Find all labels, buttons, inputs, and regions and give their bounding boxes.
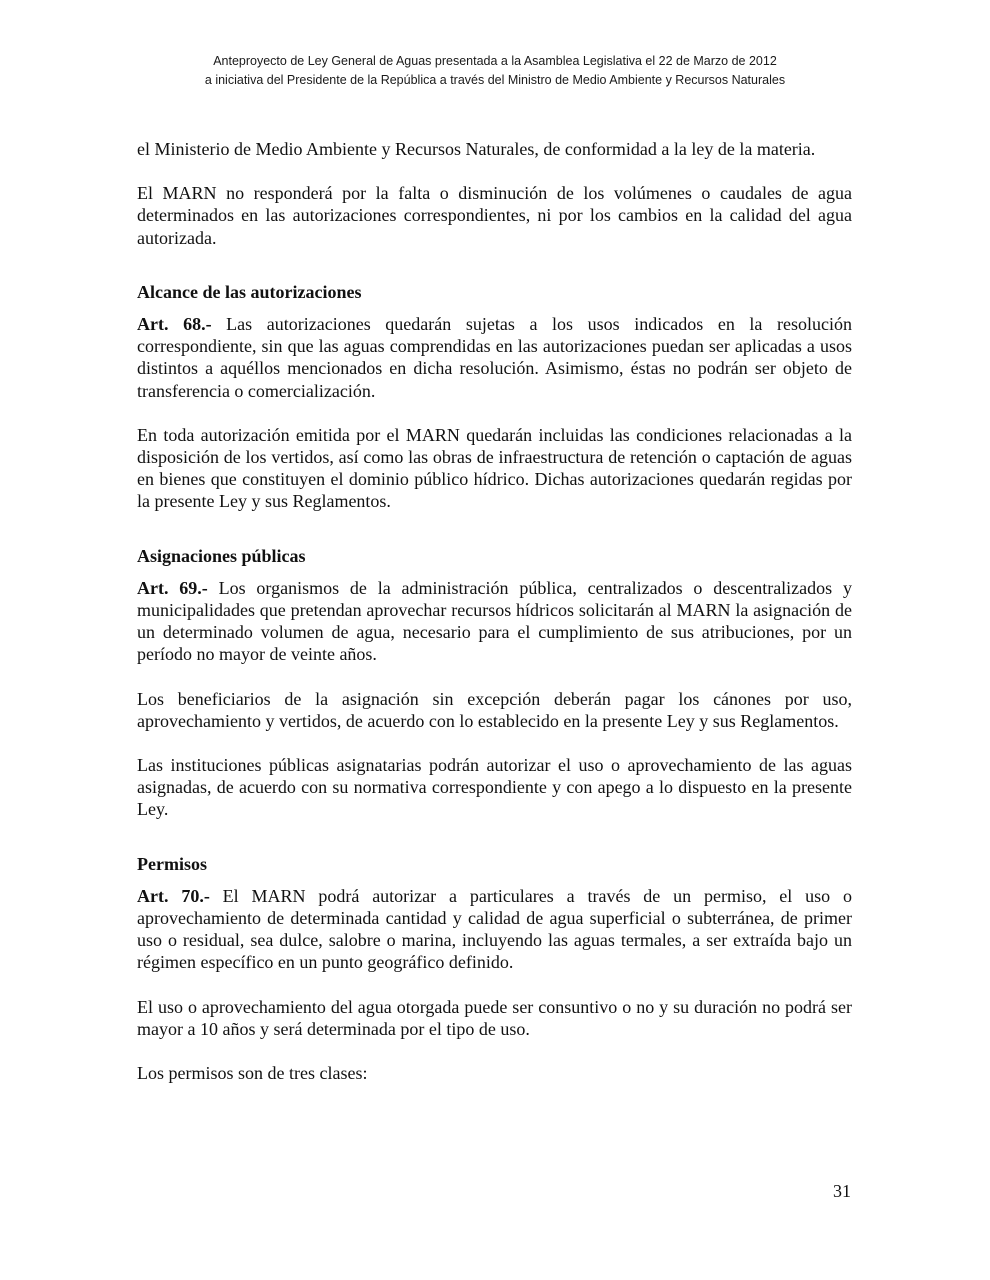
paragraph-intro: el Ministerio de Medio Ambiente y Recursos Naturales, de conformidad a la ley de la materia. <box>137 139 816 159</box>
article-68-paragraph-2: En toda autorización emitida por el MARN quedarán incluidas las condiciones relacionadas a la disposición de los vertidos, así como las obras de infraestructura de retención o captación de aguas en bienes que constituyen el dominio público hídrico. Dichas autorizaciones quedarán regidas por la presente Ley y sus Reglamentos. <box>137 424 852 512</box>
article-70-paragraph-3: Los permisos son de tres clases: <box>137 1063 368 1084</box>
section-heading-permisos: Permisos <box>137 853 207 874</box>
article-70-label: Art. 70.- <box>137 885 210 906</box>
header-line-2: a iniciativa del Presidente de la República a través del Ministro de Medio Ambiente y Recursos Naturales <box>204 73 786 87</box>
article-68-label: Art. 68.- <box>137 314 212 335</box>
article-70-paragraph-2: El uso o aprovechamiento del agua otorgada puede ser consuntivo o no y su duración no podrá ser mayor a 10 años y será determinada por el tipo de uso. <box>137 996 852 1039</box>
page-header <box>0 52 990 90</box>
section-heading-alcance: Alcance de las autorizaciones <box>137 281 362 302</box>
page-number: 31 <box>833 1181 851 1201</box>
article-68 <box>137 313 852 402</box>
article-69-text: Los organismos de la administración pública, centralizados o descentralizados y municipalidades que pretendan aprovechar recursos hídricos solicitarán al MARN la asignación de un determinado volumen de agua, necesario para el cumplimiento de sus atribuciones, por un período no mayor de veinte años. <box>137 577 852 665</box>
article-69-paragraph-3: Las instituciones públicas asignatarias podrán autorizar el uso o aprovechamiento de las aguas asignadas, de acuerdo con su normativa correspondiente y con apego a lo dispuesto en la presente Ley. <box>137 755 852 820</box>
article-69-paragraph-2: Los beneficiarios de la asignación sin excepción deberán pagar los cánones por uso, aprovechamiento y vertidos, de acuerdo con lo establecido en la presente Ley y sus Reglamentos. <box>137 688 852 731</box>
header-line-1: Anteproyecto de Ley General de Aguas presentada a la Asamblea Legislativa el 22 de Marzo de 2012 <box>213 54 777 68</box>
article-69 <box>137 577 852 666</box>
article-70 <box>137 885 852 974</box>
article-70-text: El MARN podrá autorizar a particulares a través de un permiso, el uso o aprovechamiento de determinada cantidad y calidad de agua superficial o subterránea, de primer uso o residual, sea dulce, salobre o marina, incluyendo las aguas termales, a ser extraída bajo un régimen específico en un punto geográfico definido. <box>137 885 852 973</box>
article-69-label: Art. 69.- <box>137 577 208 598</box>
article-68-text: Las autorizaciones quedarán sujetas a los usos indicados en la resolución correspondiente, sin que las aguas comprendidas en las autorizaciones puedan ser aplicadas a usos distintos a aquéllos mencionados en dicha resolución. Asimismo, éstas no podrán ser objeto de transferencia o comercialización. <box>137 314 852 401</box>
section-heading-asignaciones: Asignaciones públicas <box>137 545 306 566</box>
document-body <box>137 138 852 1084</box>
paragraph-marn-liability: El MARN no responderá por la falta o disminución de los volúmenes o caudales de agua determinados en las autorizaciones correspondientes, ni por los cambios en la calidad del agua autorizada. <box>137 183 852 248</box>
